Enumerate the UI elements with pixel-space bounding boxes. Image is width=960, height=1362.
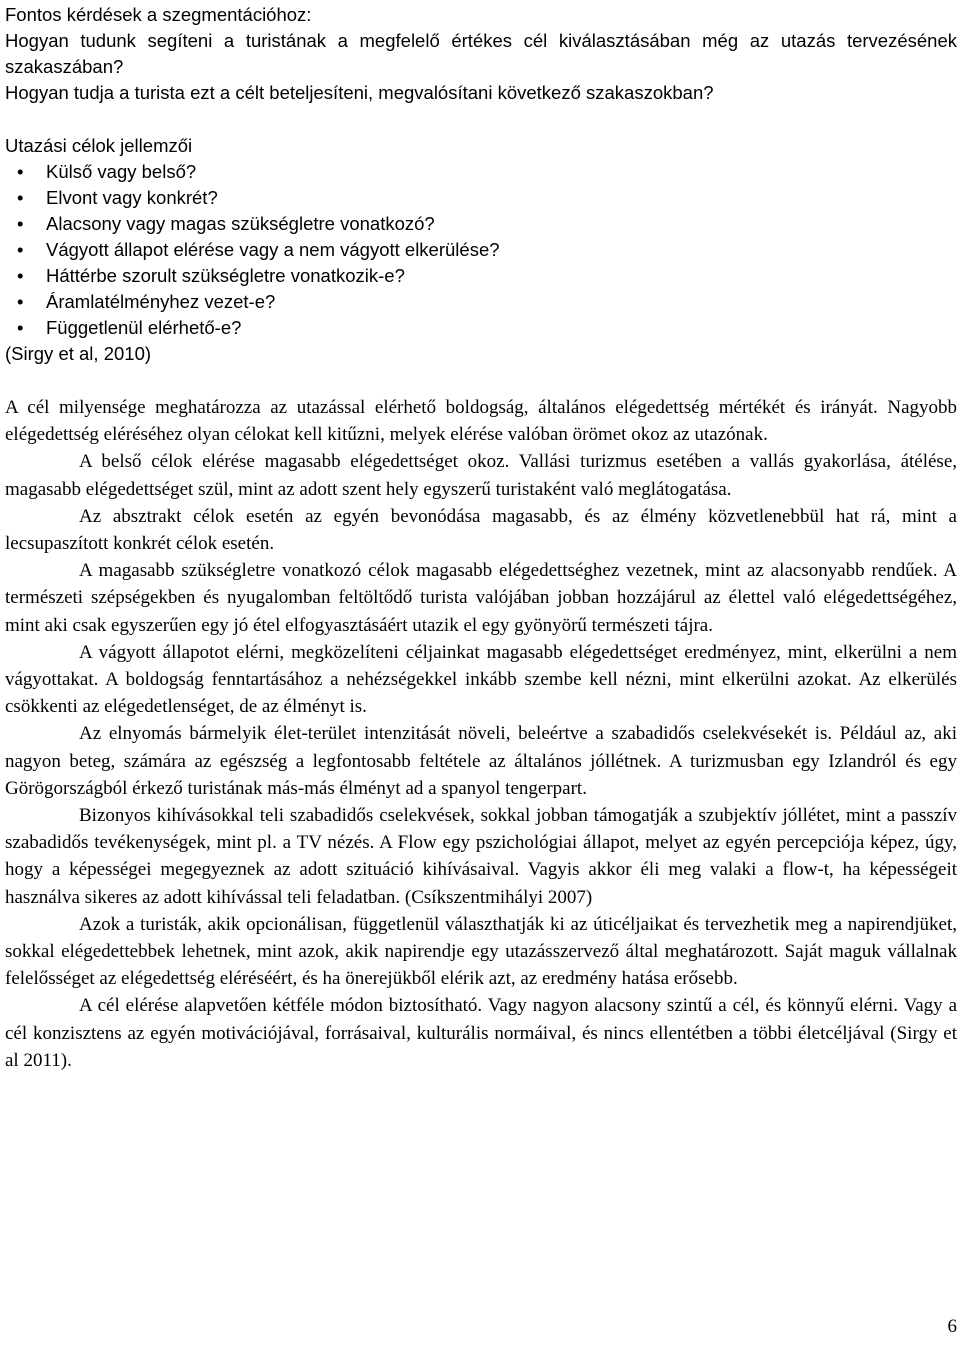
- bullet-icon: •: [17, 239, 24, 260]
- bullet-icon: •: [17, 291, 24, 312]
- body-text: [5, 394, 957, 1074]
- goals-title: Utazási célok jellemzői: [5, 135, 193, 156]
- paragraph-4: A magasabb szükségletre vonatkozó célok magasabb elégedettséghez vezetnek, mint az alacsonyabb rendűek. A természeti szépségekben és nyugalomban feltöltődő turista valójában jobban hozzájárul az élettel való elégedettségéhez, mint aki csak egyszerűen egy jó étel elfogyasztásáért utazik el egy gyönyörű természeti tájra.: [5, 560, 957, 636]
- bullet-icon: •: [17, 265, 24, 286]
- list-item: • Elvont vagy konkrét?: [5, 185, 957, 211]
- list-item: • Függetlenül elérhető-e?: [5, 315, 957, 341]
- list-item: • Külső vagy belső?: [5, 159, 957, 185]
- list-item: • Háttérbe szorult szükségletre vonatkozik-e?: [5, 263, 957, 289]
- question-1: Hogyan tudunk segíteni a turistának a megfelelő értékes cél kiválasztásában még az utazás tervezésének szakaszában?: [5, 30, 957, 77]
- question-2: Hogyan tudja a turista ezt a célt beteljesíteni, megvalósítani következő szakaszokban?: [5, 82, 714, 103]
- goals-list: [5, 159, 957, 341]
- bullet-icon: •: [17, 161, 24, 182]
- questions-heading: Fontos kérdések a szegmentációhoz:: [5, 4, 312, 25]
- list-item: • Áramlatélményhez vezet-e?: [5, 289, 957, 315]
- paragraph-6: Az elnyomás bármelyik élet-terület intenzitását növeli, beleértve a szabadidős cselekvésekét is. Például az, aki nagyon beteg, számára az egészség a legfontosabb feltétele az általános jóllétnek. A turizmusban egy Izlandról és egy Görögországból érkező turistának más-más élményt ad a spanyol tengerpart.: [5, 723, 957, 799]
- list-item: • Alacsony vagy magas szükségletre vonatkozó?: [5, 211, 957, 237]
- goals-section: [5, 133, 957, 367]
- page-number: 6: [947, 1316, 957, 1337]
- spacer: [5, 367, 957, 394]
- paragraph-7: Bizonyos kihívásokkal teli szabadidős cselekvések, sokkal jobban támogatják a szubjektív jóllétet, mint a passzív szabadidős tevékenységek, mint pl. a TV nézés. A Flow egy pszichológiai állapot, melyet az egyén percepciója képez, úgy, hogy a képességei megegyeznek az adott szituáció kihívásaival. Vagyis akkor éli meg valaki a flow-t, ha képességeit használva sikeres az adott kihívással teli feladatban. (Csíkszentmihályi 2007): [5, 805, 957, 908]
- spacer: [5, 106, 957, 133]
- bullet-icon: •: [17, 187, 24, 208]
- paragraph-3: Az absztrakt célok esetén az egyén bevonódása magasabb, és az élmény közvetlenebbül hat rá, mint a lecsupaszított konkrét célok esetén.: [5, 505, 957, 555]
- paragraph-2: A belső célok elérése magasabb elégedettséget okoz. Vallási turizmus esetében a vallás gyakorlása, átélése, magasabb elégedettséget szül, mint az adott szent hely egyszerű turistaként való meglátogatása.: [5, 451, 957, 500]
- bullet-icon: •: [17, 213, 24, 234]
- list-item: • Vágyott állapot elérése vagy a nem vágyott elkerülése?: [5, 237, 957, 263]
- paragraph-5: A vágyott állapotot elérni, megközelíteni céljainkat magasabb elégedettséget eredményez, mint, elkerülni a nem vágyottakat. A boldogság fenntartásához a nehézségekkel inkább szembe kell nézni, mint elkerülni azokat. Az elkerülés csökkenti az elégedetlenséget, de az élményt is.: [5, 641, 957, 718]
- paragraph-8: Azok a turisták, akik opcionálisan, függetlenül választhatják ki az úticéljaikat és tervezhetik meg a napirendjüket, sokkal elégedettebbek lehetnek, mint azok, akik napirendje egy utazásszervező által meghatározott. Saját maguk vállalnak felelősséget az elégedettség eléréséért, és ha önerejükből elérik azt, az eredmény hatása erősebb.: [5, 913, 957, 990]
- paragraph-9: A cél elérése alapvetően kétféle módon biztosítható. Vagy nagyon alacsony szintű a cél, és könnyű elérni. Vagy a cél konzisztens az egyén motivációjával, forrásaival, kulturális normáival, és nincs ellentétben a többi életcéljával (Sirgy et al 2011).: [5, 995, 957, 1071]
- goals-citation: (Sirgy et al, 2010): [5, 343, 152, 364]
- questions-section: [5, 2, 957, 106]
- paragraph-1: A cél milyensége meghatározza az utazással elérhető boldogság, általános elégedettség mértékét és irányát. Nagyobb elégedettség eléréséhez olyan célokat kell kitűzni, melyek elérése valóban örömet okoz az utazónak.: [5, 397, 957, 446]
- bullet-icon: •: [17, 317, 24, 338]
